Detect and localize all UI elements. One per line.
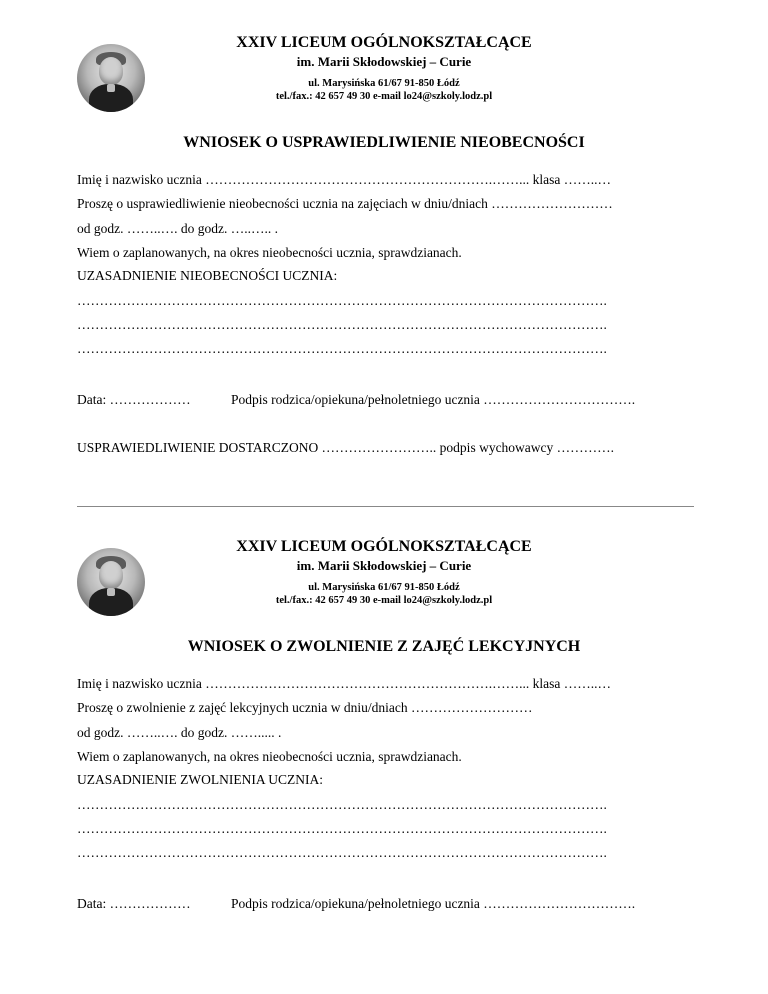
tests-statement: Wiem o zaplanowanych, na okres nieobecności ucznia, sprawdzianach.	[77, 749, 462, 764]
reason-line[interactable]: ……………………………………………………………………………………………………….	[77, 341, 607, 356]
hours-field[interactable]: od godz. ……..…. do godz. …..….. .	[77, 221, 278, 236]
reason-line[interactable]: ……………………………………………………………………………………………………….	[77, 317, 607, 332]
reason-line[interactable]: ……………………………………………………………………………………………………….	[77, 821, 607, 836]
school-name: XXIV LICEUM OGÓLNOKSZTAŁCĄCE	[236, 34, 532, 51]
student-name-field[interactable]: Imię i nazwisko ucznia ……………………………………………………….……... klasa ……..…	[77, 676, 611, 691]
school-patron: im. Marii Skłodowskiej – Curie	[296, 558, 472, 573]
tests-statement: Wiem o zaplanowanych, na okres nieobecności ucznia, sprawdzianach.	[77, 245, 462, 260]
cut-line-divider	[77, 506, 694, 507]
reason-line[interactable]: ……………………………………………………………………………………………………….	[77, 293, 607, 308]
reason-heading: UZASADNIENIE NIEOBECNOŚCI UCZNIA:	[77, 268, 338, 283]
absence-date-field[interactable]: Proszę o usprawiedliwienie nieobecności ucznia na zajęciach w dniu/dniach ………………………	[77, 196, 613, 211]
delivery-confirmation-field[interactable]: USPRAWIEDLIWIENIE DOSTARCZONO …………………….. podpis wychowawcy ………….	[77, 440, 615, 455]
form-title: WNIOSEK O ZWOLNIENIE Z ZAJĘĆ LEKCYJNYCH	[187, 638, 581, 655]
school-contact: tel./fax.: 42 657 49 30 e-mail lo24@szkoly.lodz.pl	[275, 91, 493, 102]
parent-signature-field[interactable]: Podpis rodzica/opiekuna/pełnoletniego ucznia …………………………….	[231, 392, 636, 407]
school-address: ul. Marysińska 61/67 91-850 Łódź	[308, 78, 460, 89]
date-field[interactable]: Data: ………………	[77, 392, 191, 407]
form-title: WNIOSEK O USPRAWIEDLIWIENIE NIEOBECNOŚCI	[183, 134, 585, 151]
reason-line[interactable]: ……………………………………………………………………………………………………….	[77, 845, 607, 860]
hours-field[interactable]: od godz. ……..…. do godz. ……..... .	[77, 725, 282, 740]
reason-line[interactable]: ……………………………………………………………………………………………………….	[77, 797, 607, 812]
student-name-field[interactable]: Imię i nazwisko ucznia ……………………………………………………….……... klasa ……..…	[77, 172, 611, 187]
school-name: XXIV LICEUM OGÓLNOKSZTAŁCĄCE	[236, 538, 532, 555]
reason-heading: UZASADNIENIE ZWOLNIENIA UCZNIA:	[77, 772, 323, 787]
parent-signature-field[interactable]: Podpis rodzica/opiekuna/pełnoletniego ucznia …………………………….	[231, 896, 636, 911]
school-patron: im. Marii Skłodowskiej – Curie	[296, 54, 472, 69]
school-contact: tel./fax.: 42 657 49 30 e-mail lo24@szkoly.lodz.pl	[275, 595, 493, 606]
release-date-field[interactable]: Proszę o zwolnienie z zajęć lekcyjnych ucznia w dniu/dniach ………………………	[77, 700, 533, 715]
school-address: ul. Marysińska 61/67 91-850 Łódź	[308, 582, 460, 593]
date-field[interactable]: Data: ………………	[77, 896, 191, 911]
